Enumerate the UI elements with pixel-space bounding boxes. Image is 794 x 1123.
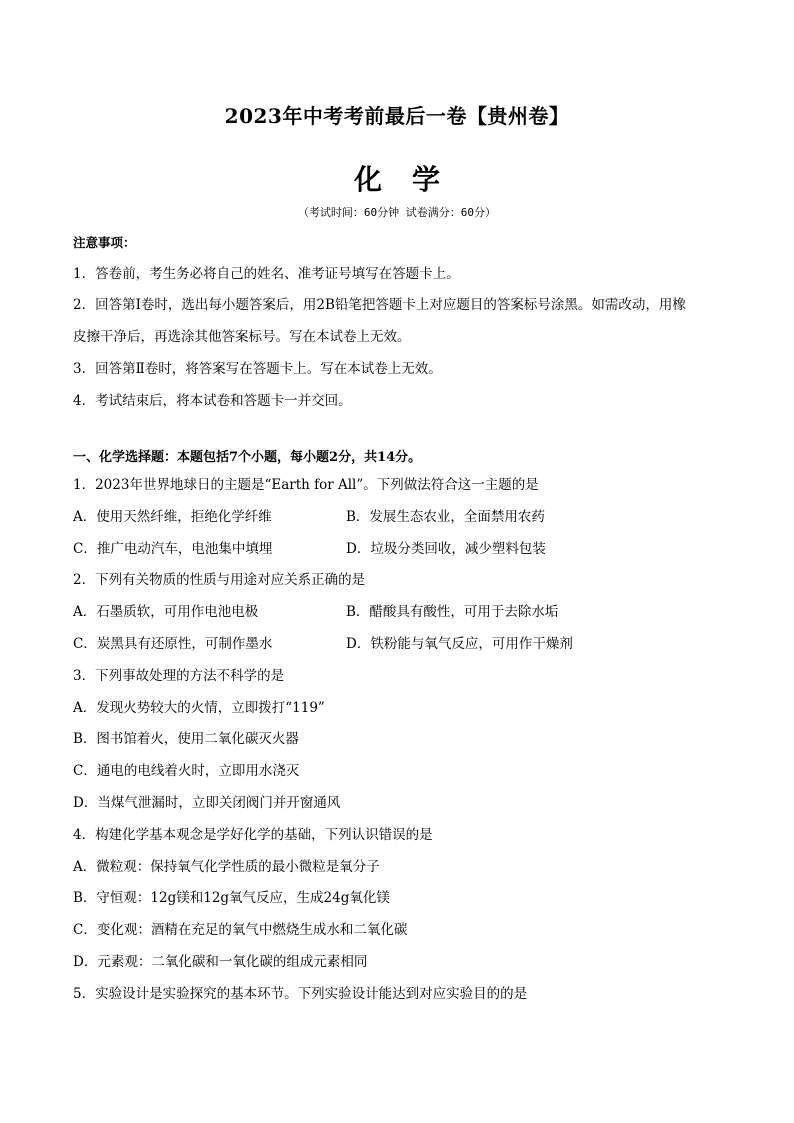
notice-item: 2．回答第Ⅰ卷时，选出每小题答案后，用2B铅笔把答题卡上对应题目的答案标号涂黑。如需改动，用橡	[73, 297, 686, 313]
notice-heading: 注意事项：	[73, 235, 136, 250]
exam-title: 2023年中考考前最后一卷【贵州卷】	[224, 104, 570, 128]
subject-title: 化学	[353, 163, 470, 196]
option-d: D．垃圾分类回收，减少塑料包装	[346, 541, 546, 557]
notice-item-continued: 皮擦干净后，再选涂其他答案标号。写在本试卷上无效。	[73, 329, 411, 345]
option-b: B．图书馆着火，使用二氧化碳灭火器	[73, 731, 299, 747]
option-b: B．发展生态农业，全面禁用农药	[346, 509, 545, 525]
option-c: C．推广电动汽车，电池集中填埋	[73, 541, 273, 557]
section-heading: 一、化学选择题：本题包括7个小题，每小题2分，共14分。	[73, 450, 422, 465]
option-d: D．当煤气泄漏时，立即关闭阀门并开窗通风	[73, 795, 341, 811]
question-stem: 5．实验设计是实验探究的基本环节。下列实验设计能达到对应实验目的的是	[73, 986, 528, 1002]
notice-item: 3．回答第Ⅱ卷时，将答案写在答题卡上。写在本试卷上无效。	[73, 361, 442, 377]
exam-info: （考试时间：60分钟 试卷满分：60分）	[297, 206, 497, 219]
notice-item: 4．考试结束后，将本试卷和答题卡一并交回。	[73, 393, 352, 409]
option-c: C．通电的电线着火时，立即用水浇灭	[73, 763, 300, 779]
option-a: A．微粒观：保持氧气化学性质的最小微粒是氧分子	[73, 859, 380, 875]
question-stem: 3．下列事故处理的方法不科学的是	[73, 668, 285, 684]
option-c: C．炭黑具有还原性，可制作墨水	[73, 636, 273, 652]
question-stem: 1．2023年世界地球日的主题是“Earth for All”。下列做法符合这一主题的是	[73, 477, 539, 493]
option-c: C．变化观：酒精在充足的氧气中燃烧生成水和二氧化碳	[73, 922, 408, 938]
question-stem: 2．下列有关物质的性质与用途对应关系正确的是	[73, 572, 366, 588]
option-d: D．铁粉能与氧气反应，可用作干燥剂	[346, 636, 573, 652]
option-d: D．元素观：二氧化碳和一氧化碳的组成元素相同	[73, 954, 368, 970]
option-a: A．使用天然纤维，拒绝化学纤维	[73, 509, 272, 525]
question-stem: 4．构建化学基本观念是学好化学的基础，下列认识错误的是	[73, 827, 433, 843]
option-b: B．醋酸具有酸性，可用于去除水垢	[346, 604, 559, 620]
option-b: B．守恒观：12g镁和12g氧气反应，生成24g氧化镁	[73, 890, 390, 906]
option-a: A．石墨质软，可用作电池电极	[73, 604, 259, 620]
option-a: A．发现火势较大的火情，立即拨打“119”	[73, 700, 325, 716]
notice-item: 1．答卷前，考生务必将自己的姓名、准考证号填写在答题卡上。	[73, 266, 460, 282]
